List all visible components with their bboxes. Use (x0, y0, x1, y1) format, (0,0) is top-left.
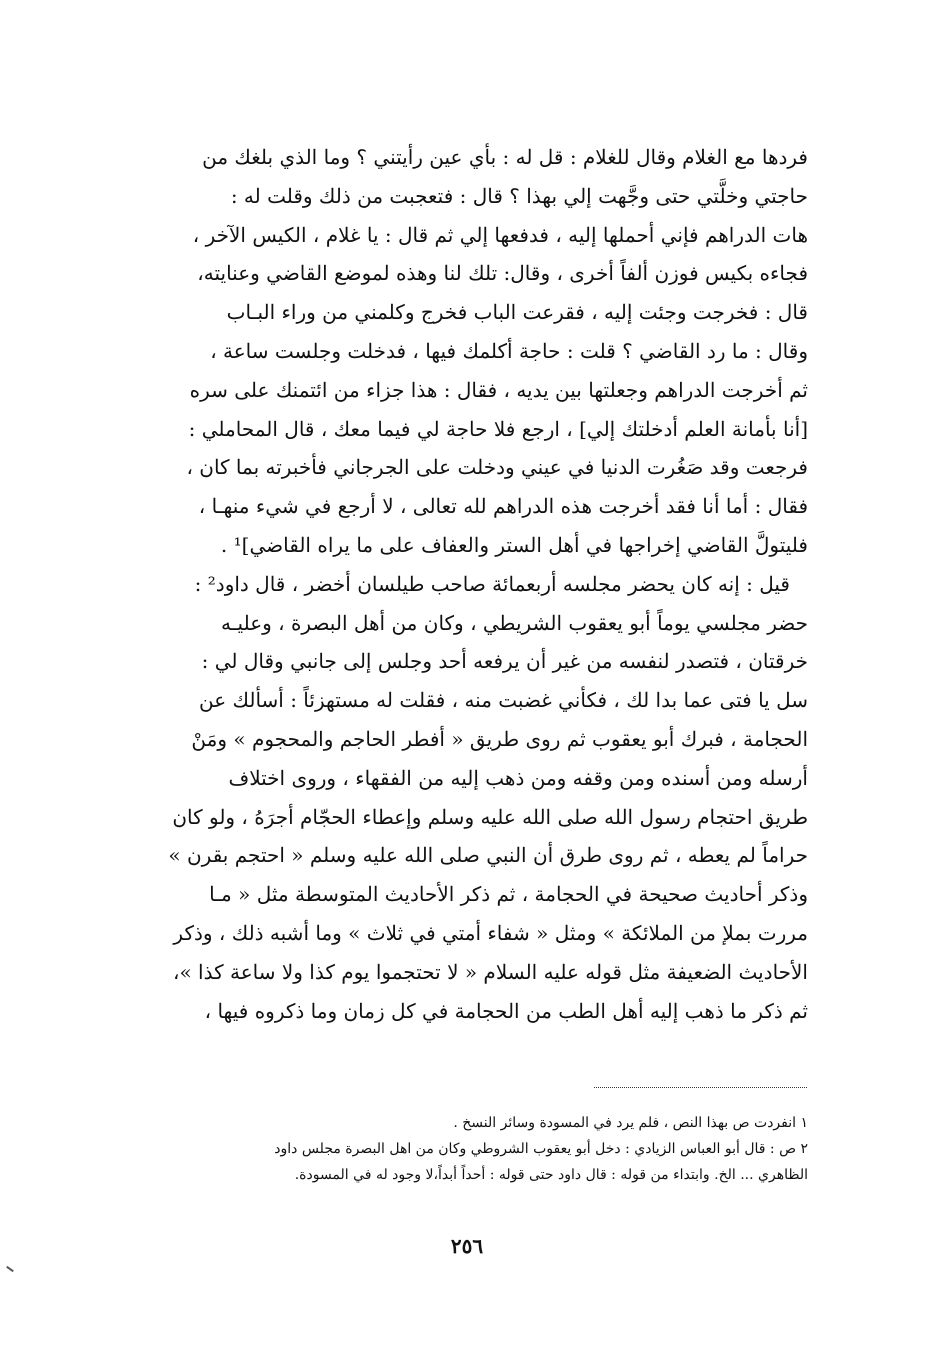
main-text (96, 138, 808, 1030)
footnotes (100, 1110, 808, 1188)
text-line: فقال : أما أنا فقد أخرجت هذه الدراهم لله تعالى ، لا أرجع في شيء منهـا ، (198, 494, 808, 519)
text-line: أرسله ومن أسنده ومن وقفه ومن ذهب إليه من الفقهاء ، وروى اختلاف (228, 765, 808, 790)
text-line: وذكر أحاديث صحيحة في الحجامة ، ثم ذكر الأحاديث المتوسطة مثل « مـا (209, 882, 808, 907)
footnote-1: ١ انفردت ص بهذا النص ، فلم يرد في المسودة وسائر النسخ . (453, 1115, 808, 1131)
text-line: حراماً لم يعطه ، ثم روى طرق أن النبي صلى الله عليه وسلم « احتجم بقرن » (168, 843, 808, 868)
text-line: فجاءه بكيس فوزن ألفاً أخرى ، وقال: تلك لنا وهذه لموضع القاضي وعنايته، (197, 261, 808, 286)
text-line: خرقتان ، فتصدر لنفسه من غير أن يرفعه أحد وجلس إلى جانبي وقال لي : (201, 649, 808, 674)
text-line: ثم ذكر ما ذهب إليه أهل الطب من الحجامة في كل زمان وما ذكروه فيها ، (204, 998, 808, 1023)
text-line: وقال : ما رد القاضي ؟ قلت : حاجة أكلمك فيها ، فدخلت وجلست ساعة ، (210, 338, 808, 363)
text-line: فليتولَّ القاضي إخراجها في أهل الستر والعفاف على ما يراه القاضي]¹ . (220, 532, 808, 557)
text-line: فردها مع الغلام وقال للغلام : قل له : بأي عين رأيتني ؟ وما الذي بلغك من (202, 145, 808, 169)
text-line: قال : فخرجت وجئت إليه ، فقرعت الباب فخرج وكلمني من وراء البـاب (226, 300, 808, 325)
text-line: [أنا بأمانة العلم أدخلتك إلي] ، ارجع فلا حاجة لي فيما معك ، قال المحاملي : (188, 416, 808, 441)
text-line: طريق احتجام رسول الله صلى الله عليه وسلم وإعطاء الحجّام أجرَهُ ، ولو كان (172, 804, 808, 829)
text-line: الحجامة ، فبرك أبو يعقوب ثم روى طريق « أفطر الحاجم والمحجوم » ومَنْ (191, 726, 808, 751)
footnote-2-continued: الظاهري ... الخ. وابتداء من قوله : قال داود حتى قوله : أحداً أبداً،لا وجود له في المسودة. (294, 1167, 808, 1183)
page-number: ٢٥٦ (450, 1234, 484, 1258)
text-line: ثم أخرجت الدراهم وجعلتها بين يديه ، فقال : هذا جزاء من ائتمنك على سره (189, 377, 808, 402)
text-line: الأحاديث الضعيفة مثل قوله عليه السلام « لا تحتجموا يوم كذا ولا ساعة كذا »، (173, 959, 808, 984)
footnote-separator (594, 1087, 807, 1088)
paragraph-start-line: قيل : إنه كان يحضر مجلسه أربعمائة صاحب طيلسان أخضر ، قال داود² : (194, 571, 790, 596)
footnote-2: ٢ ص : قال أبو العباس الزيادي : دخل أبو يعقوب الشروطي وكان من اهل البصرة مجلس داود (274, 1141, 808, 1157)
text-line: سل يا فتى عما بدا لك ، فكأني غضبت منه ، فقلت له مستهزئاً : أسألك عن (198, 688, 808, 713)
scan-speck (6, 1266, 14, 1272)
text-line: هات الدراهم فإني أحملها إليه ، فدفعها إلي ثم قال : يا غلام ، الكيس الآخر ، (192, 222, 808, 247)
text-line: حاجتي وخلَّتي حتى وجَّهت إلي بهذا ؟ قال : فتعجبت من ذلك وقلت له : (230, 183, 808, 208)
text-line: مررت بملإ من الملائكة » ومثل « شفاء أمتي في ثلاث » وما أشبه ذلك ، وذكر (173, 920, 808, 945)
text-line: حضر مجلسي يوماً أبو يعقوب الشريطي ، وكان من أهل البصرة ، وعليـه (220, 610, 808, 635)
text-line: فرجعت وقد صَغُرت الدنيا في عيني ودخلت على الجرجاني فأخبرته بما كان ، (186, 455, 808, 480)
